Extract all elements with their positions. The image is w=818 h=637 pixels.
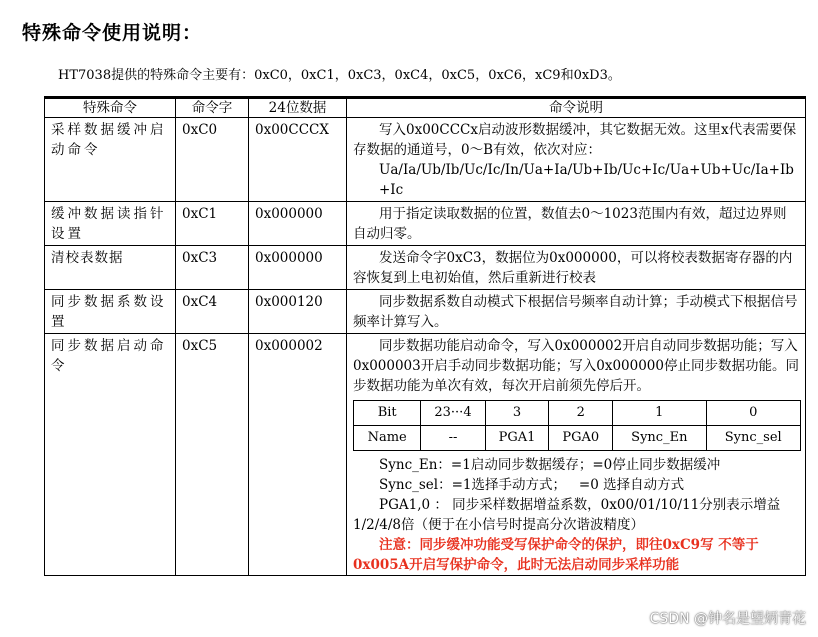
bit-cell: PGA0 xyxy=(549,426,613,451)
row-command-code: 0xC0 xyxy=(176,118,249,202)
row-command-code: 0xC5 xyxy=(176,334,249,576)
table-row xyxy=(45,118,806,202)
bit-cell: -- xyxy=(421,426,485,451)
header-data: 24位数据 xyxy=(249,98,347,118)
intro-text: HT7038提供的特殊命令主要有：0xC0，0xC1，0xC3，0xC4，0xC5，0xC6，xC9和0xD3。 xyxy=(58,68,621,83)
row-command-desc xyxy=(347,334,806,576)
header-description: 命令说明 xyxy=(347,98,806,118)
row-command-name: 缓冲数据读指针设置 xyxy=(45,202,176,246)
note-sync-en: Sync_En：=1启动同步数据缓存；=0停止同步数据缓冲 xyxy=(379,457,721,473)
bit-cell: Name xyxy=(354,426,421,451)
table-row xyxy=(45,290,806,334)
page-title: 特殊命令使用说明： xyxy=(22,22,203,44)
bit-cell: 23···4 xyxy=(421,401,485,426)
row-command-data: 0x000000 xyxy=(249,202,347,246)
header-command: 特殊命令 xyxy=(45,98,176,118)
table-row xyxy=(45,334,806,576)
bit-cell: 1 xyxy=(613,401,706,426)
row-command-data: 0x00CCCX xyxy=(249,118,347,202)
row-command-desc xyxy=(347,118,806,202)
bit-cell: 0 xyxy=(706,401,800,426)
row-command-data: 0x000000 xyxy=(249,246,347,290)
row-command-desc: 发送命令字0xC3，数据位为0x000000，可以将校表数据寄存器的内容恢复到上电初始值，然后重新进行校表 xyxy=(347,246,806,290)
row-command-code: 0xC3 xyxy=(176,246,249,290)
row-command-code: 0xC4 xyxy=(176,290,249,334)
note-pga: PGA1,0 ： 同步采样数据增益系数，0x00/01/10/11分别表示增益1/2/4/8倍（便于在小信号时提高分次谐波精度） xyxy=(353,497,781,533)
row-command-name: 同步数据系数设置 xyxy=(45,290,176,334)
bit-cell: Sync_sel xyxy=(706,426,800,451)
row-command-code: 0xC1 xyxy=(176,202,249,246)
csdn-watermark: CSDN @钟名是望炳青花 xyxy=(649,611,806,627)
row-command-name: 清校表数据 xyxy=(45,246,176,290)
row-command-desc: 用于指定读取数据的位置，数值去0～1023范围内有效，超过边界则自动归零。 xyxy=(347,202,806,246)
bit-field-table xyxy=(353,400,801,451)
row-command-desc: 同步数据系数自动模式下根据信号频率自动计算；手动模式下根据信号频率计算写入。 xyxy=(347,290,806,334)
bit-index-row xyxy=(354,401,801,426)
command-table xyxy=(44,96,806,576)
note-sync-sel: Sync_sel：=1选择手动方式； =0 选择自动方式 xyxy=(379,477,685,493)
row-command-data: 0x000002 xyxy=(249,334,347,576)
bit-cell: Sync_En xyxy=(613,426,706,451)
table-header-row xyxy=(45,98,806,118)
bit-cell: 3 xyxy=(485,401,549,426)
bit-cell: Bit xyxy=(354,401,421,426)
bit-name-row xyxy=(354,426,801,451)
table-row xyxy=(45,202,806,246)
row-command-name: 同步数据启动命令 xyxy=(45,334,176,576)
table-row xyxy=(45,246,806,290)
bit-cell: PGA1 xyxy=(485,426,549,451)
desc-text: 写入0x00CCCx启动波形数据缓冲，其它数据无效。这里x代表需要保存数据的通道号，0～B有效，依次对应： xyxy=(353,122,797,158)
row-command-name: 采样数据缓冲启动命令 xyxy=(45,118,176,202)
warning-text: 注意：同步缓冲功能受写保护命令的保护，即往0xC9写 不等于0x005A开启写保护命令，此时无法启动同步采样功能 xyxy=(353,537,759,573)
desc-channels: Ua/Ia/Ub/Ib/Uc/Ic/In/Ua+Ia/Ub+Ib/Uc+Ic/Ua+Ub+Uc/Ia+Ib+Ic xyxy=(379,162,794,198)
header-code: 命令字 xyxy=(176,98,249,118)
desc-text: 同步数据功能启动命令，写入0x000002开启自动同步数据功能；写入0x000003开启手动同步数据功能；写入0x000000停止同步数据功能。同步数据功能为单次有效，每次开启前须先停后开。 xyxy=(353,338,799,394)
row-command-data: 0x000120 xyxy=(249,290,347,334)
bit-cell: 2 xyxy=(549,401,613,426)
